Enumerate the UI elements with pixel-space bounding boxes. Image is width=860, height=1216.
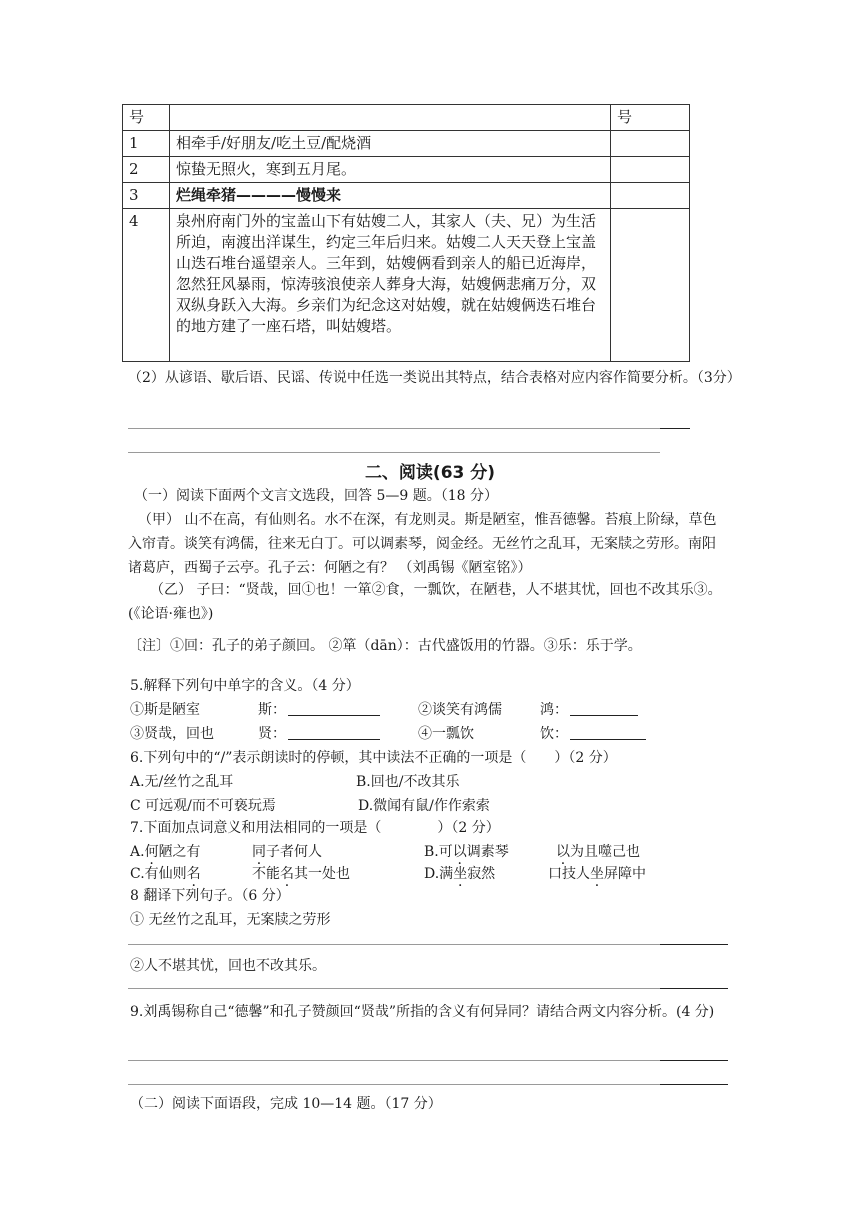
answer-line-end bbox=[660, 988, 728, 989]
text: 陋之有 bbox=[158, 844, 201, 860]
question-9: 9.刘禹锡称自己“德馨”和孔子赞颜回“贤哉”所指的含义有何异同？请结合两文内容分析。(4 分) bbox=[130, 1004, 715, 1020]
table-row bbox=[123, 183, 690, 209]
q7-option-b2 bbox=[556, 842, 640, 862]
q7-option-c1[interactable] bbox=[130, 864, 201, 884]
row-number: 1 bbox=[123, 131, 170, 157]
question-8-stem: 8 翻译下列句子。（6 分） bbox=[130, 888, 290, 904]
q5-blank-2[interactable] bbox=[570, 699, 638, 716]
q6-option-c[interactable]: C 可远观/而不可亵玩焉 bbox=[130, 798, 276, 814]
table-header-row bbox=[123, 105, 690, 131]
part2-intro: （二）阅读下面语段，完成 10—14 题。（17 分） bbox=[130, 1096, 442, 1112]
row-number: 4 bbox=[123, 209, 170, 362]
dotted-char: 名 bbox=[186, 866, 201, 882]
section-title: 二、阅读(63 分) bbox=[364, 463, 496, 483]
passage-yi: （乙） 子曰：“贤哉，回①也！一箪②食，一瓢饮，在陋巷，人不堪其忧，回也不改其乐③。(《论语·雍也》) bbox=[128, 582, 722, 622]
row-content: 泉州府南门外的宝盖山下有姑嫂二人，其家人（夫、兄）为生活所迫，南渡出洋谋生，约定三年后归来。姑嫂二人天天登上宝盖山迭石堆台遥望亲人。三年到，姑嫂俩看到亲人的船已近海岸，忽然狂风暴雨，惊涛骇浪使亲人葬身大海，姑嫂俩悲痛万分，双双纵身跃入大海。乡亲们为纪念这对姑嫂，就在姑嫂俩迭石堆台的地方建了一座石塔，叫姑嫂塔。 bbox=[170, 209, 611, 362]
passage-jia: （甲） 山不在高，有仙则名。水不在深，有龙则灵。斯是陋室，惟吾德馨。苔痕上阶绿，草色入帘青。谈笑有鸿儒，往来无白丁。可以调素琴，阅金经。无丝竹之乱耳，无案牍之劳形。南阳诸葛庐，西蜀子云亭。孔子云：何陋之有？ （刘禹锡《陋室铭》） bbox=[128, 512, 717, 576]
text: C.有仙则 bbox=[130, 866, 187, 882]
q5-blank-4[interactable] bbox=[570, 723, 646, 740]
row-number: 3 bbox=[123, 183, 170, 209]
answer-line[interactable] bbox=[128, 988, 660, 989]
answer-line[interactable] bbox=[128, 452, 660, 453]
answer-line-end bbox=[660, 1084, 728, 1085]
question-7-stem: 7.下面加点词意义和用法相同的一项是（ ）（2 分） bbox=[130, 820, 500, 836]
q6-option-b[interactable]: B.回也/不改其乐 bbox=[356, 774, 460, 790]
answer-line[interactable] bbox=[128, 1060, 660, 1061]
table-row bbox=[123, 209, 690, 362]
q7-option-a1[interactable] bbox=[130, 842, 201, 862]
row-content: 相牵手/好朋友/吃土豆/配烧酒 bbox=[170, 131, 611, 157]
text: 子者何人 bbox=[266, 844, 322, 860]
q5-item-1: ①斯是陋室 bbox=[130, 702, 200, 718]
answer-line[interactable] bbox=[128, 428, 660, 429]
text: 不能 bbox=[252, 866, 280, 882]
answer-line[interactable] bbox=[128, 1084, 660, 1085]
text: 调素琴 bbox=[466, 844, 509, 860]
q5-item-2: ②谈笑有鸿儒 bbox=[418, 702, 502, 718]
q5-blank-1[interactable] bbox=[288, 699, 380, 716]
q5-key-1: 斯： bbox=[258, 702, 286, 718]
q8-sentence-2: ②人不堪其忧，回也不改其乐。 bbox=[130, 958, 326, 974]
row-answer-cell[interactable] bbox=[611, 183, 690, 209]
q5-item-3: ③贤哉，回也 bbox=[130, 726, 214, 742]
q5-blank-3[interactable] bbox=[288, 723, 380, 740]
text: D.满 bbox=[424, 866, 454, 882]
q5-item-4: ④一瓢饮 bbox=[418, 726, 474, 742]
answer-line-end bbox=[660, 428, 690, 429]
dotted-char: 坐 bbox=[590, 866, 604, 882]
q5-key-3: 贤： bbox=[258, 726, 286, 742]
q7-option-b1[interactable] bbox=[424, 842, 509, 862]
question-6-stem: 6.下列句中的“/”表示朗读时的停顿，其中读法不正确的一项是（ ）（2 分） bbox=[130, 750, 617, 766]
text: 口技人 bbox=[548, 866, 590, 882]
q8-sentence-1: ① 无丝竹之乱耳，无案牍之劳形 bbox=[130, 912, 331, 928]
text: 寂然 bbox=[467, 866, 496, 882]
q7-option-d2 bbox=[548, 864, 646, 884]
row-content: 烂绳牵猪————慢慢来 bbox=[170, 183, 611, 209]
dotted-char: 以 bbox=[556, 844, 570, 860]
q6-option-a[interactable]: A.无/丝竹之乱耳 bbox=[130, 774, 234, 790]
answer-line-end bbox=[660, 944, 728, 945]
text: 屏障中 bbox=[604, 866, 646, 882]
q6-option-d[interactable]: D.微闻有鼠/作作索索 bbox=[358, 798, 490, 814]
annotation-note: 〔注〕①回：孔子的弟子颜回。 ②箪（dān）：古代盛饭用的竹器。③乐：乐于学。 bbox=[128, 638, 642, 654]
table-header-cell bbox=[170, 105, 611, 131]
row-content: 惊蛰无照火，寒到五月尾。 bbox=[170, 157, 611, 183]
dotted-char: 何 bbox=[144, 844, 159, 860]
dotted-char: 以 bbox=[452, 844, 467, 860]
dotted-char: 坐 bbox=[453, 866, 468, 882]
question-2: （2）从谚语、歇后语、民谣、传说中任选一类说出其特点，结合表格对应内容作简要分析。（3分） bbox=[128, 370, 741, 386]
answer-line[interactable] bbox=[128, 944, 660, 945]
text: A. bbox=[130, 844, 145, 860]
table-row bbox=[123, 131, 690, 157]
dotted-char: 同 bbox=[252, 844, 266, 860]
row-number: 2 bbox=[123, 157, 170, 183]
question-5-stem: 5.解释下列句中单字的含义。（4 分） bbox=[130, 678, 360, 694]
q7-option-d1[interactable] bbox=[424, 864, 495, 884]
q7-option-a2 bbox=[252, 842, 322, 862]
row-answer-cell[interactable] bbox=[611, 157, 690, 183]
text: 为且噬己也 bbox=[570, 844, 640, 860]
dotted-char: 名 bbox=[280, 866, 294, 882]
table-header-cell: 号 bbox=[611, 105, 690, 131]
q7-option-c2 bbox=[252, 864, 350, 884]
text: B.可 bbox=[424, 844, 453, 860]
proverb-table bbox=[122, 104, 690, 362]
table-header-cell: 号 bbox=[123, 105, 170, 131]
text: 其一处也 bbox=[294, 866, 350, 882]
row-answer-cell[interactable] bbox=[611, 209, 690, 362]
q5-key-4: 饮： bbox=[540, 726, 568, 742]
table-row bbox=[123, 157, 690, 183]
part1-intro: （一）阅读下面两个文言文选段，回答 5—9 题。（18 分） bbox=[134, 488, 498, 504]
answer-line-end bbox=[660, 1060, 728, 1061]
row-answer-cell[interactable] bbox=[611, 131, 690, 157]
q5-key-2: 鸿： bbox=[540, 702, 568, 718]
